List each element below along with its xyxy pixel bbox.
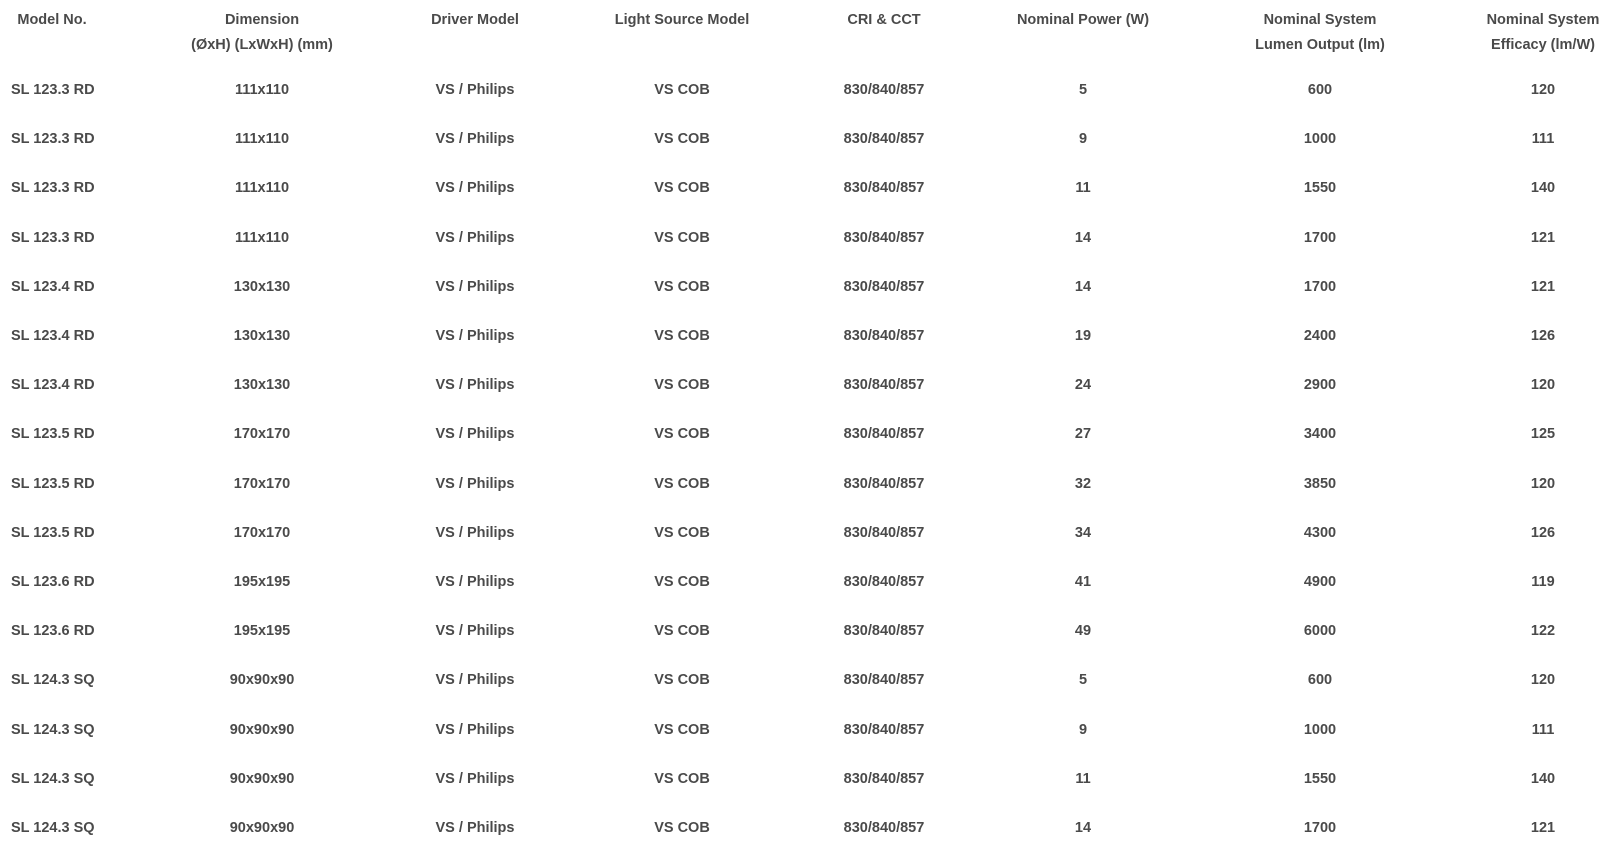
cell-efficacy: 111 — [1531, 721, 1555, 738]
header-lumen-output — [1255, 8, 1385, 58]
cell-model-no: SL 124.3 SQ — [11, 672, 95, 689]
cell-nominal-power: 9 — [1078, 131, 1088, 148]
cell-light-source-model: VS COB — [654, 180, 710, 197]
cell-nominal-power: 19 — [1074, 328, 1092, 344]
cell-cri-cct: 830/840/857 — [843, 426, 925, 443]
header-line: Nominal Power (W) — [1016, 12, 1150, 28]
cell-nominal-power: 5 — [1078, 82, 1088, 98]
cell-efficacy: 126 — [1530, 524, 1556, 541]
cell-lumen-output: 3400 — [1303, 426, 1337, 443]
cell-lumen-output: 1700 — [1303, 229, 1337, 246]
cell-efficacy: 122 — [1530, 623, 1556, 640]
cell-cri-cct: 830/840/857 — [843, 524, 925, 541]
cell-cri-cct: 830/840/857 — [843, 672, 925, 689]
cell-cri-cct: 830/840/857 — [843, 82, 925, 98]
cell-lumen-output: 1700 — [1303, 820, 1337, 836]
cell-model-no: SL 124.3 SQ — [11, 820, 95, 836]
header-line: Lumen Output (lm) — [1255, 37, 1385, 53]
cell-light-source-model: VS COB — [654, 131, 710, 148]
cell-lumen-output: 2900 — [1303, 377, 1337, 394]
cell-cri-cct: 830/840/857 — [843, 623, 925, 640]
cell-nominal-power: 11 — [1075, 180, 1091, 197]
cell-nominal-power: 9 — [1078, 721, 1088, 738]
cell-driver-model: VS / Philips — [435, 574, 515, 590]
cell-model-no: SL 123.4 RD — [11, 377, 95, 394]
cell-nominal-power: 32 — [1074, 475, 1092, 492]
cell-driver-model: VS / Philips — [435, 131, 515, 148]
header-line: Nominal System — [1486, 12, 1600, 28]
cell-driver-model: VS / Philips — [435, 82, 515, 98]
cell-dimension: 130x130 — [233, 278, 291, 295]
cell-cri-cct: 830/840/857 — [843, 328, 925, 344]
cell-dimension: 90x90x90 — [229, 820, 295, 836]
cell-dimension: 111x110 — [234, 229, 290, 246]
cell-model-no: SL 124.3 SQ — [11, 721, 95, 738]
cell-driver-model: VS / Philips — [435, 278, 515, 295]
cell-efficacy: 120 — [1530, 82, 1556, 98]
cell-lumen-output: 1550 — [1303, 770, 1337, 787]
cell-model-no: SL 123.3 RD — [11, 131, 95, 148]
cell-dimension: 130x130 — [233, 377, 291, 394]
cell-lumen-output: 1000 — [1303, 721, 1337, 738]
cell-dimension: 170x170 — [233, 426, 291, 443]
header-light-source-model — [615, 8, 750, 33]
cell-cri-cct: 830/840/857 — [843, 475, 925, 492]
cell-driver-model: VS / Philips — [435, 524, 515, 541]
cell-model-no: SL 123.4 RD — [11, 278, 95, 295]
cell-driver-model: VS / Philips — [435, 475, 515, 492]
cell-nominal-power: 11 — [1075, 770, 1091, 787]
cell-dimension: 111x110 — [234, 131, 290, 148]
cell-efficacy: 121 — [1530, 278, 1556, 295]
cell-nominal-power: 5 — [1078, 672, 1088, 689]
cell-light-source-model: VS COB — [654, 623, 710, 640]
header-line: Model No. — [17, 12, 87, 28]
cell-cri-cct: 830/840/857 — [843, 574, 925, 590]
cell-efficacy: 120 — [1530, 475, 1556, 492]
cell-efficacy: 119 — [1531, 574, 1555, 590]
cell-driver-model: VS / Philips — [435, 820, 515, 836]
cell-nominal-power: 14 — [1074, 278, 1092, 295]
header-dimension — [191, 8, 333, 58]
cell-cri-cct: 830/840/857 — [843, 770, 925, 787]
cell-efficacy: 126 — [1530, 328, 1556, 344]
cell-dimension: 90x90x90 — [229, 672, 295, 689]
cell-cri-cct: 830/840/857 — [843, 721, 925, 738]
cell-dimension: 130x130 — [233, 328, 291, 344]
cell-dimension: 170x170 — [233, 475, 291, 492]
cell-light-source-model: VS COB — [654, 475, 710, 492]
cell-driver-model: VS / Philips — [435, 672, 515, 689]
cell-nominal-power: 34 — [1074, 524, 1092, 541]
header-nominal-power — [1017, 8, 1149, 33]
cell-efficacy: 140 — [1530, 770, 1556, 787]
cell-model-no: SL 123.4 RD — [11, 328, 95, 344]
cell-model-no: SL 123.3 RD — [11, 180, 95, 197]
cell-nominal-power: 27 — [1074, 426, 1092, 443]
cell-nominal-power: 14 — [1074, 820, 1092, 836]
header-line: Nominal System — [1263, 12, 1377, 28]
cell-cri-cct: 830/840/857 — [843, 377, 925, 394]
cell-lumen-output: 4300 — [1303, 524, 1337, 541]
cell-model-no: SL 124.3 SQ — [11, 770, 95, 787]
cell-driver-model: VS / Philips — [435, 770, 515, 787]
cell-dimension: 90x90x90 — [229, 721, 295, 738]
cell-lumen-output: 3850 — [1303, 475, 1337, 492]
cell-model-no: SL 123.5 RD — [11, 524, 95, 541]
cell-light-source-model: VS COB — [654, 328, 710, 344]
cell-light-source-model: VS COB — [654, 426, 710, 443]
cell-model-no: SL 123.5 RD — [11, 475, 95, 492]
cell-efficacy: 140 — [1530, 180, 1556, 197]
cell-light-source-model: VS COB — [654, 721, 710, 738]
cell-efficacy: 111 — [1531, 131, 1555, 148]
cell-cri-cct: 830/840/857 — [843, 278, 925, 295]
cell-dimension: 90x90x90 — [229, 770, 295, 787]
cell-driver-model: VS / Philips — [435, 328, 515, 344]
cell-efficacy: 125 — [1530, 426, 1556, 443]
cell-driver-model: VS / Philips — [435, 180, 515, 197]
cell-model-no: SL 123.3 RD — [11, 229, 95, 246]
header-line: CRI & CCT — [847, 12, 921, 28]
cell-light-source-model: VS COB — [654, 82, 710, 98]
cell-dimension: 111x110 — [234, 82, 290, 98]
cell-model-no: SL 123.5 RD — [11, 426, 95, 443]
cell-light-source-model: VS COB — [654, 574, 710, 590]
header-line: Dimension — [224, 12, 300, 28]
cell-dimension: 111x110 — [234, 180, 290, 197]
cell-cri-cct: 830/840/857 — [843, 229, 925, 246]
cell-nominal-power: 24 — [1074, 377, 1092, 394]
cell-dimension: 195x195 — [233, 623, 291, 640]
cell-driver-model: VS / Philips — [435, 721, 515, 738]
cell-light-source-model: VS COB — [654, 770, 710, 787]
header-line: Driver Model — [431, 12, 519, 28]
header-line: Light Source Model — [614, 12, 750, 28]
cell-driver-model: VS / Philips — [435, 426, 515, 443]
cell-model-no: SL 123.3 RD — [11, 82, 95, 98]
cell-light-source-model: VS COB — [654, 377, 710, 394]
cell-lumen-output: 2400 — [1303, 328, 1337, 344]
cell-dimension: 195x195 — [233, 574, 291, 590]
cell-cri-cct: 830/840/857 — [843, 131, 925, 148]
header-model-no — [17, 8, 86, 33]
header-efficacy — [1487, 8, 1600, 58]
cell-efficacy: 121 — [1530, 229, 1556, 246]
cell-efficacy: 120 — [1530, 377, 1556, 394]
cell-driver-model: VS / Philips — [435, 623, 515, 640]
header-cri-cct — [847, 8, 920, 33]
cell-model-no: SL 123.6 RD — [11, 623, 95, 640]
cell-lumen-output: 600 — [1307, 672, 1333, 689]
cell-model-no: SL 123.6 RD — [11, 574, 95, 590]
cell-light-source-model: VS COB — [654, 524, 710, 541]
cell-lumen-output: 1000 — [1303, 131, 1337, 148]
cell-lumen-output: 6000 — [1303, 623, 1337, 640]
cell-light-source-model: VS COB — [654, 278, 710, 295]
cell-light-source-model: VS COB — [654, 229, 710, 246]
cell-driver-model: VS / Philips — [435, 377, 515, 394]
cell-nominal-power: 49 — [1074, 623, 1092, 640]
cell-efficacy: 121 — [1530, 820, 1556, 836]
cell-cri-cct: 830/840/857 — [843, 180, 925, 197]
cell-lumen-output: 600 — [1307, 82, 1333, 98]
cell-lumen-output: 4900 — [1303, 574, 1337, 590]
cell-cri-cct: 830/840/857 — [843, 820, 925, 836]
cell-nominal-power: 41 — [1074, 574, 1092, 590]
header-line: Efficacy (lm/W) — [1491, 37, 1595, 53]
cell-light-source-model: VS COB — [654, 820, 710, 836]
header-driver-model — [431, 8, 519, 33]
cell-light-source-model: VS COB — [654, 672, 710, 689]
cell-driver-model: VS / Philips — [435, 229, 515, 246]
header-line: (ØxH) (LxWxH) (mm) — [191, 37, 333, 53]
cell-dimension: 170x170 — [233, 524, 291, 541]
cell-lumen-output: 1550 — [1303, 180, 1337, 197]
cell-lumen-output: 1700 — [1303, 278, 1337, 295]
cell-efficacy: 120 — [1530, 672, 1556, 689]
cell-nominal-power: 14 — [1074, 229, 1092, 246]
